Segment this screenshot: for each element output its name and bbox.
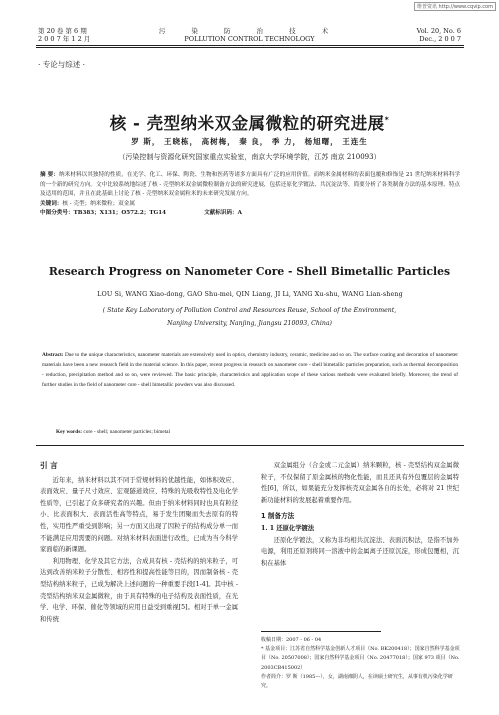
intro-heading: 引 言 xyxy=(40,461,58,470)
article-title xyxy=(0,110,499,134)
clc-label: 中图分类号： xyxy=(40,210,74,217)
doc-code-value: A xyxy=(237,210,242,217)
english-abstract-text: Due to the unique characteristics, nanometer materials are extensively used in optics, chemistry industry, ceramic, medicine and so on. The surface coating and decoration of nanometer materials have been a new research field in the material science. In this paper, recent progress in research on nanometer core - shell bimetallic particles preparation, such as thermal decomposition - reduction, precipitation method and so on, were reviewed. The basic principle, characteristics and application scope of these various methods were evaluated briefly. Moreover, the trend of further studies in the field of nanometer core - shell bimetallic powders was also discussed. xyxy=(42,352,459,388)
english-affiliation-line: Nanjing University, Nanjing, Jiangsu 210093, China) xyxy=(167,320,332,327)
english-abstract-label: Abstract: xyxy=(42,352,64,358)
english-authors: LOU Si, WANG Xiao-dong, GAO Shu-mei, QIN Liang, JI Li, YANG Xu-shu, WANG Lian-sheng xyxy=(97,290,403,298)
column-tag: · 专论与综述 · xyxy=(38,60,86,69)
abstract-label: 摘 要： xyxy=(40,172,59,178)
body-right-column xyxy=(261,460,459,569)
clc-value: TB383；X131；O572.2；TG14 xyxy=(73,210,167,217)
title-text: 核 - 壳型纳米双金属微粒的研究进展 xyxy=(109,114,385,133)
continuation-paragraph: 双金属组分（合金或二元金属）纳米颗粒，核 - 壳型结构双金属微粒子，不仅保留了原金属核的物化性能，而且还具有外包覆层的金属特性[6]，所以，如果能充分发挥核壳双金属各自的长处，必将对 21 世纪新功能材料的发展起着重要作用。 xyxy=(261,462,459,504)
subsection-heading: 1. 1 还原化学镀法 xyxy=(261,524,315,532)
journal-name-en: POLLUTION CONTROL TECHNOLOGY xyxy=(184,35,315,43)
affiliation: （污染控制与资源化研究国家重点实验室，南京大学环境学院，江苏 南京 210093） xyxy=(118,153,381,161)
abstract-cn xyxy=(40,171,460,219)
abstract-text: 纳米材料以其独特的性质，在光学、化工、环保、陶瓷、生物和医药等诸多方面具有广泛的应用价值。而纳米金属材料的表面包覆和修饰是 21 世纪纳米材料科学的一个新的研究方向。文中比较系统地综述了核 - 壳型纳米双金属微粒制备方法的研究进展，包括还原化学镀法、共沉淀法等，简要分析了各类制备方法的基本原理、特点及适用的范围，并且在此基础上讨论了核 - 壳型纳米双金属粒米的未来研究发展方向。 xyxy=(40,172,460,198)
date-cn: 2 0 0 7 年 1 2 月 xyxy=(38,35,91,43)
authors: 罗 斯， 王晓栋， 高树梅， 秦 良， 季 力， 杨旭曙， 王连生 xyxy=(131,137,368,146)
footnote-rule xyxy=(261,631,381,632)
english-abstract xyxy=(42,350,458,390)
english-affiliation-line: ( State Key Laboratory of Pollution Control and Resources Reuse, School of the Environment, xyxy=(102,307,397,314)
fund-note: * 基金项目：江苏省自然科学基金创新人才项目（No. BK200418）；国家自然科学基金项目（No. 20507008）；国家自然科学基金项目（No. 20477018）；国家 973 项目（No. 2003CB415002） xyxy=(261,646,460,671)
author-bio: 作者简介：罗 斯（1985—），女，湖南湘阴人，在读硕士研究生，从事有机污染化学研究。 xyxy=(261,673,453,690)
keywords-label: 关键词： xyxy=(40,200,63,207)
header-right xyxy=(417,27,461,43)
footnotes xyxy=(261,636,461,691)
keywords-text: 核 - 壳型；纳米微粒；双金属 xyxy=(62,200,135,207)
header-rule xyxy=(36,45,464,46)
date-en: Dec., 2 0 0 7 xyxy=(419,35,461,43)
header-rule-thin xyxy=(36,47,464,48)
doc-code-label: 文献标识码： xyxy=(204,210,238,217)
english-title: Research Progress on Nanometer Core - Shell Bimetallic Particles xyxy=(48,265,451,278)
english-keywords-text: core - shell; nanometer particles; bimetal xyxy=(83,429,171,435)
volume-issue-en: Vol. 20, No. 6 xyxy=(416,27,461,35)
subsection-paragraph: 还原化学镀法，又称为非均相共沉淀法、表面沉积法，是指不加外电源，利用还原剂将同一溶液中的金属离子还原沉淀，形成包覆相，沉积在基体 xyxy=(261,536,459,567)
watermark: 维普资讯 http://www.cqvip.com xyxy=(414,2,496,11)
section-heading: 1 制备方法 xyxy=(261,512,295,521)
intro-paragraph: 利用物理、化学及其它方法，合成具有核 - 壳结构的纳米粒子，可达到改善纳米粒子分散性、相容性和提高性能等目的，因而制备核 - 壳型结构纳米粒子，已成为解决上述问题的一种重要手段[1-4]。其中核 - 壳型结构纳米双金属微粒，由于具有特殊的电子结构及表面性质，在光学、电学、环保、催化等领域的应用日益受到重视[5]。相对于单一金属和传统 xyxy=(40,557,238,623)
abstract-divider xyxy=(36,445,464,446)
journal-name-cn: 污 染 防 治 技 术 xyxy=(158,27,341,35)
body-left-column xyxy=(40,460,238,625)
english-affiliation xyxy=(0,304,499,330)
received-date: 收稿日期：2007 - 06 - 04 xyxy=(261,637,322,643)
classification-line xyxy=(40,209,460,219)
english-keywords xyxy=(56,429,456,435)
english-keywords-label: Key words: xyxy=(56,429,83,435)
volume-issue-cn: 第 20 卷 第 6 期 xyxy=(38,27,87,35)
title-footnote-mark: * xyxy=(384,115,390,125)
intro-paragraph: 近年来，纳米材料以其不同于常规材料的优越性能，如体积效应、表面效应、量子尺寸效应、宏观隧道效应、特殊的光吸收特性及电化学性质等，已引起了众多研究者的兴趣。但由于纳米材料同时也具有粒径小、比表面积大、表面活性高等特点，易于发生团聚而失去原有的特性，实用性严重受到影响；另一方面又出现了因粒子的结构成分单一而不能满足应用需要的问题。对纳米材料表面进行改性，已成为当今科学家面临的新课题。 xyxy=(40,476,238,554)
